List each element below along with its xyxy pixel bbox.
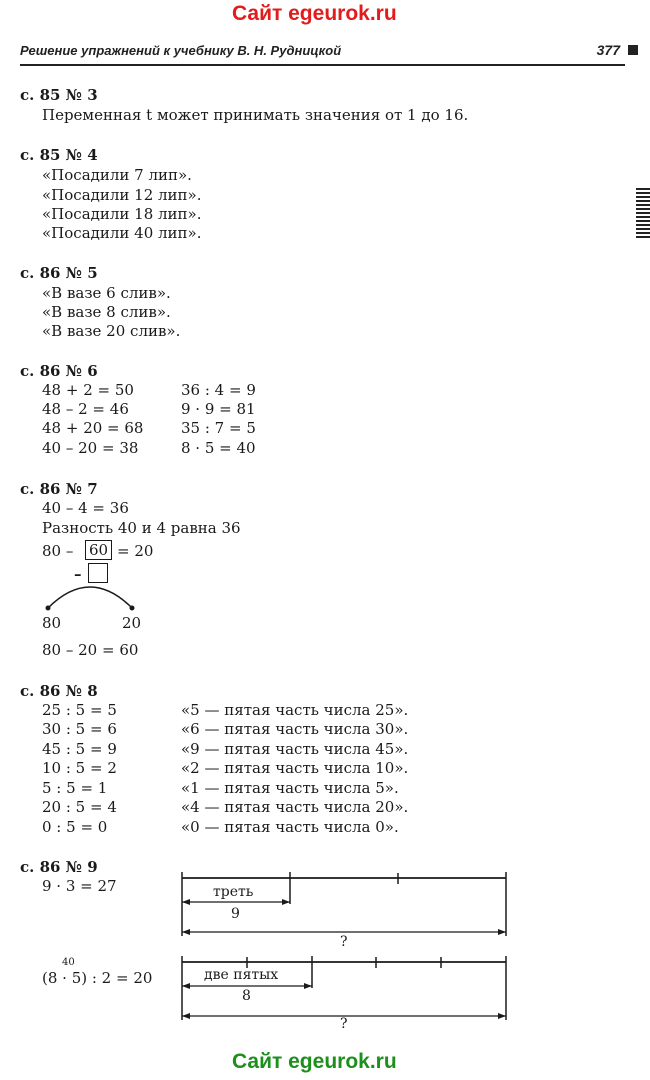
answer-line: «1 — пятая часть числа 5». bbox=[181, 779, 399, 797]
site-watermark-top: Сайт egeurok.ru bbox=[232, 2, 397, 25]
answer-line: «В вазе 20 слив». bbox=[42, 322, 181, 340]
segment-value: 8 bbox=[242, 988, 251, 1004]
equation-line: 36 : 4 = 9 bbox=[181, 381, 256, 399]
arrow-head bbox=[182, 983, 190, 989]
answer-line: Переменная t может принимать значения от 1 до 16. bbox=[42, 106, 469, 124]
answer-line: «Посадили 7 лип». bbox=[42, 166, 192, 184]
segment-label: треть bbox=[213, 884, 254, 900]
equation-line: 25 : 5 = 5 bbox=[42, 701, 117, 719]
equation-line: 8 · 5 = 40 bbox=[181, 439, 256, 457]
section-title: с. 86 № 9 bbox=[20, 858, 98, 876]
section-title: с. 85 № 4 bbox=[20, 146, 98, 164]
arrow-head bbox=[182, 899, 190, 905]
segment-diagram-thirds bbox=[176, 866, 516, 942]
equation-line: 40 – 4 = 36 bbox=[42, 499, 129, 517]
answer-line: «В вазе 8 слив». bbox=[42, 303, 171, 321]
site-watermark-bottom: Сайт egeurok.ru bbox=[232, 1050, 397, 1073]
arc-curve bbox=[48, 587, 132, 608]
equation-right: = 20 bbox=[117, 542, 154, 560]
arc-diagram bbox=[40, 578, 140, 618]
equation-line: 45 : 5 = 9 bbox=[42, 740, 117, 758]
equation-line: 48 – 2 = 46 bbox=[42, 400, 129, 418]
arrow-head bbox=[182, 1013, 190, 1019]
answer-line: «Посадили 40 лип». bbox=[42, 224, 202, 242]
arrow-head bbox=[498, 1013, 506, 1019]
answer-line: «2 — пятая часть числа 10». bbox=[181, 759, 409, 777]
boxed-number: 60 bbox=[85, 540, 112, 560]
page-number: 377 bbox=[596, 42, 620, 58]
segment-label: две пятых bbox=[204, 967, 279, 983]
section-title: с. 86 № 8 bbox=[20, 682, 98, 700]
section-title: с. 86 № 7 bbox=[20, 480, 98, 498]
arrow-head bbox=[182, 929, 190, 935]
segment-diagram-fifths bbox=[176, 950, 516, 1026]
page-edge-mark bbox=[636, 188, 650, 240]
section-title: с. 86 № 6 bbox=[20, 362, 98, 380]
answer-line: «0 — пятая часть числа 0». bbox=[181, 818, 399, 836]
answer-line: «4 — пятая часть числа 20». bbox=[181, 798, 409, 816]
equation-line: 20 : 5 = 4 bbox=[42, 798, 117, 816]
equation-line: 48 + 2 = 50 bbox=[42, 381, 134, 399]
equation-line: 9 · 9 = 81 bbox=[181, 400, 256, 418]
answer-line: Разность 40 и 4 равна 36 bbox=[42, 519, 241, 537]
answer-line: «9 — пятая часть числа 45». bbox=[181, 740, 409, 758]
arrow-head bbox=[498, 929, 506, 935]
arrow-head bbox=[282, 899, 290, 905]
page-marker-square bbox=[628, 45, 638, 55]
equation-line: 30 : 5 = 6 bbox=[42, 720, 117, 738]
section-title: с. 85 № 3 bbox=[20, 86, 98, 104]
arc-point bbox=[130, 606, 135, 611]
equation-line: 5 : 5 = 1 bbox=[42, 779, 108, 797]
equation-line: 10 : 5 = 2 bbox=[42, 759, 117, 777]
segment-total: ? bbox=[340, 934, 348, 950]
arrow-head bbox=[304, 983, 312, 989]
equation-line: 9 · 3 = 27 bbox=[42, 877, 117, 895]
superscript-value: 40 bbox=[62, 957, 75, 968]
answer-line: «Посадили 18 лип». bbox=[42, 205, 202, 223]
header-rule bbox=[20, 64, 625, 66]
minus-sign: – bbox=[74, 565, 82, 583]
equation-line: 0 : 5 = 0 bbox=[42, 818, 108, 836]
running-head: Решение упражнений к учебнику В. Н. Рудницкой bbox=[20, 43, 342, 58]
equation-left: 80 – bbox=[42, 542, 74, 560]
section-title: с. 86 № 5 bbox=[20, 264, 98, 282]
segment-value: 9 bbox=[231, 906, 240, 922]
equation-line: 80 – 20 = 60 bbox=[42, 641, 139, 659]
answer-line: «5 — пятая часть числа 25». bbox=[181, 701, 409, 719]
equation-line: 35 : 7 = 5 bbox=[181, 419, 256, 437]
equation-line: (8 · 5) : 2 = 20 bbox=[42, 969, 153, 987]
arc-label-left: 80 bbox=[42, 614, 62, 632]
arc-label-right: 20 bbox=[122, 614, 142, 632]
equation-line: 48 + 20 = 68 bbox=[42, 419, 144, 437]
segment-total: ? bbox=[340, 1016, 348, 1032]
answer-line: «6 — пятая часть числа 30». bbox=[181, 720, 409, 738]
equation-line: 40 – 20 = 38 bbox=[42, 439, 139, 457]
arc-point bbox=[46, 606, 51, 611]
answer-line: «Посадили 12 лип». bbox=[42, 186, 202, 204]
answer-line: «В вазе 6 слив». bbox=[42, 284, 171, 302]
